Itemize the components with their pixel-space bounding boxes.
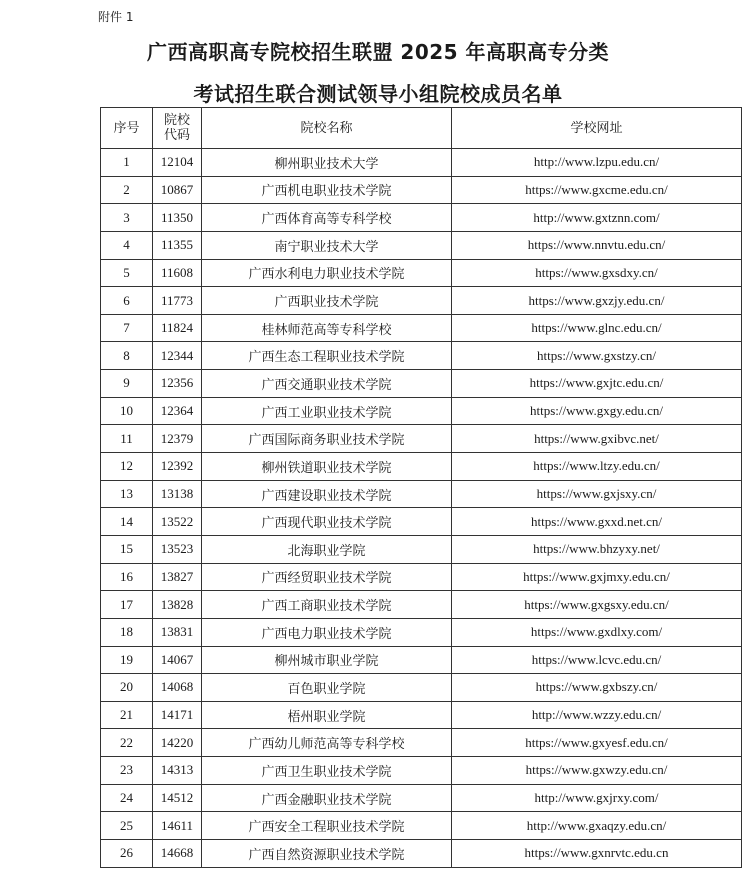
school-name-cell: 广西建设职业技术学院 [202,480,452,508]
serial-number-cell: 25 [101,812,153,840]
school-website-cell: https://www.glnc.edu.cn/ [452,314,742,342]
school-code-cell: 11355 [153,231,202,259]
table-row [101,259,742,287]
school-code-cell: 14068 [153,674,202,702]
table-row [101,784,742,812]
serial-number-cell: 12 [101,453,153,481]
table-row [101,231,742,259]
school-name-cell: 广西卫生职业技术学院 [202,757,452,785]
table-row [101,287,742,315]
table-row [101,563,742,591]
school-website-cell: https://www.gxjsxy.cn/ [452,480,742,508]
school-name-cell: 广西金融职业技术学院 [202,784,452,812]
school-website-cell: https://www.gxwzy.edu.cn/ [452,757,742,785]
table-row [101,453,742,481]
serial-number-cell: 17 [101,591,153,619]
table-row [101,370,742,398]
table-row [101,840,742,868]
school-name-cell: 广西工商职业技术学院 [202,591,452,619]
serial-number-cell: 3 [101,204,153,232]
table-row [101,729,742,757]
school-name-cell: 广西经贸职业技术学院 [202,563,452,591]
school-website-cell: https://www.gxyesf.edu.cn/ [452,729,742,757]
table-row [101,314,742,342]
school-code-cell: 14668 [153,840,202,868]
school-website-cell: http://www.lzpu.edu.cn/ [452,149,742,177]
school-name-cell: 南宁职业技术大学 [202,231,452,259]
school-code-cell: 12379 [153,425,202,453]
school-code-cell: 12104 [153,149,202,177]
table-row [101,480,742,508]
header-school-code-line-1: 院校 [163,113,190,128]
serial-number-cell: 21 [101,701,153,729]
header-school-website: 学校网址 [452,108,742,149]
table-row [101,425,742,453]
school-name-cell: 广西生态工程职业技术学院 [202,342,452,370]
school-code-cell: 13831 [153,618,202,646]
school-website-cell: http://www.gxtznn.com/ [452,204,742,232]
serial-number-cell: 24 [101,784,153,812]
serial-number-cell: 9 [101,370,153,398]
school-name-cell: 广西工业职业技术学院 [202,397,452,425]
table-row [101,535,742,563]
serial-number-cell: 18 [101,618,153,646]
document-title-line-2: 考试招生联合测试领导小组院校成员名单 [193,82,563,106]
school-website-cell: http://www.gxjrxy.com/ [452,784,742,812]
serial-number-cell: 19 [101,646,153,674]
school-name-cell: 广西电力职业技术学院 [202,618,452,646]
school-website-cell: https://www.gxstzy.cn/ [452,342,742,370]
school-code-cell: 13138 [153,480,202,508]
table-row [101,646,742,674]
school-code-cell: 13827 [153,563,202,591]
document-title-line-1: 广西高职高专院校招生联盟 2025 年高职高专分类 [146,40,610,64]
school-website-cell: https://www.lcvc.edu.cn/ [452,646,742,674]
serial-number-cell: 13 [101,480,153,508]
table-row [101,176,742,204]
school-name-cell: 广西交通职业技术学院 [202,370,452,398]
school-code-cell: 14313 [153,757,202,785]
serial-number-cell: 6 [101,287,153,315]
school-name-cell: 广西自然资源职业技术学院 [202,840,452,868]
table-row [101,674,742,702]
serial-number-cell: 4 [101,231,153,259]
school-name-cell: 百色职业学院 [202,674,452,702]
serial-number-cell: 20 [101,674,153,702]
school-name-cell: 柳州城市职业学院 [202,646,452,674]
school-name-cell: 柳州职业技术大学 [202,149,452,177]
school-code-cell: 14171 [153,701,202,729]
serial-number-cell: 14 [101,508,153,536]
school-website-cell: https://www.gxzjy.edu.cn/ [452,287,742,315]
table-row [101,591,742,619]
school-name-cell: 广西体育高等专科学校 [202,204,452,232]
serial-number-cell: 5 [101,259,153,287]
school-name-cell: 北海职业学院 [202,535,452,563]
school-code-cell: 14512 [153,784,202,812]
table-row [101,204,742,232]
table-row [101,812,742,840]
school-website-cell: https://www.gxibvc.net/ [452,425,742,453]
school-website-cell: https://www.bhzyxy.net/ [452,535,742,563]
attachment-label: 附件 1 [98,10,134,24]
table-row [101,508,742,536]
table-header-row [101,108,742,149]
table-row [101,757,742,785]
school-code-cell: 11350 [153,204,202,232]
header-school-code [153,108,202,149]
serial-number-cell: 22 [101,729,153,757]
school-name-cell: 广西机电职业技术学院 [202,176,452,204]
school-code-cell: 11773 [153,287,202,315]
school-website-cell: https://www.gxjmxy.edu.cn/ [452,563,742,591]
serial-number-cell: 11 [101,425,153,453]
school-code-cell: 12392 [153,453,202,481]
school-website-cell: https://www.gxbszy.cn/ [452,674,742,702]
table-row [101,342,742,370]
school-code-cell: 13828 [153,591,202,619]
school-website-cell: https://www.gxgy.edu.cn/ [452,397,742,425]
serial-number-cell: 7 [101,314,153,342]
school-code-cell: 11824 [153,314,202,342]
school-website-cell: https://www.ltzy.edu.cn/ [452,453,742,481]
school-code-cell: 14220 [153,729,202,757]
school-website-cell: https://www.gxsdxy.cn/ [452,259,742,287]
school-name-cell: 广西幼儿师范高等专科学校 [202,729,452,757]
serial-number-cell: 16 [101,563,153,591]
serial-number-cell: 8 [101,342,153,370]
serial-number-cell: 2 [101,176,153,204]
school-website-cell: https://www.gxjtc.edu.cn/ [452,370,742,398]
school-website-cell: https://www.nnvtu.edu.cn/ [452,231,742,259]
table-body [101,149,742,868]
school-website-cell: https://www.gxnrvtc.edu.cn [452,840,742,868]
serial-number-cell: 1 [101,149,153,177]
member-schools-table [100,107,742,868]
header-serial-number: 序号 [101,108,153,149]
serial-number-cell: 10 [101,397,153,425]
school-website-cell: https://www.gxdlxy.com/ [452,618,742,646]
header-school-code-line-2: 代码 [163,128,190,143]
school-code-cell: 10867 [153,176,202,204]
school-website-cell: https://www.gxgsxy.edu.cn/ [452,591,742,619]
serial-number-cell: 23 [101,757,153,785]
table-row [101,397,742,425]
serial-number-cell: 26 [101,840,153,868]
school-name-cell: 广西职业技术学院 [202,287,452,315]
school-name-cell: 桂林师范高等专科学校 [202,314,452,342]
school-website-cell: https://www.gxxd.net.cn/ [452,508,742,536]
table-row [101,701,742,729]
school-name-cell: 广西安全工程职业技术学院 [202,812,452,840]
school-code-cell: 12364 [153,397,202,425]
school-name-cell: 广西现代职业技术学院 [202,508,452,536]
school-code-cell: 14611 [153,812,202,840]
school-code-cell: 12356 [153,370,202,398]
table-row [101,618,742,646]
school-code-cell: 14067 [153,646,202,674]
school-name-cell: 梧州职业学院 [202,701,452,729]
school-name-cell: 广西国际商务职业技术学院 [202,425,452,453]
school-code-cell: 13523 [153,535,202,563]
header-school-name: 院校名称 [202,108,452,149]
school-name-cell: 广西水利电力职业技术学院 [202,259,452,287]
school-website-cell: http://www.gxaqzy.edu.cn/ [452,812,742,840]
school-name-cell: 柳州铁道职业技术学院 [202,453,452,481]
school-website-cell: http://www.wzzy.edu.cn/ [452,701,742,729]
school-code-cell: 13522 [153,508,202,536]
serial-number-cell: 15 [101,535,153,563]
school-code-cell: 11608 [153,259,202,287]
school-code-cell: 12344 [153,342,202,370]
table-row [101,149,742,177]
school-website-cell: https://www.gxcme.edu.cn/ [452,176,742,204]
